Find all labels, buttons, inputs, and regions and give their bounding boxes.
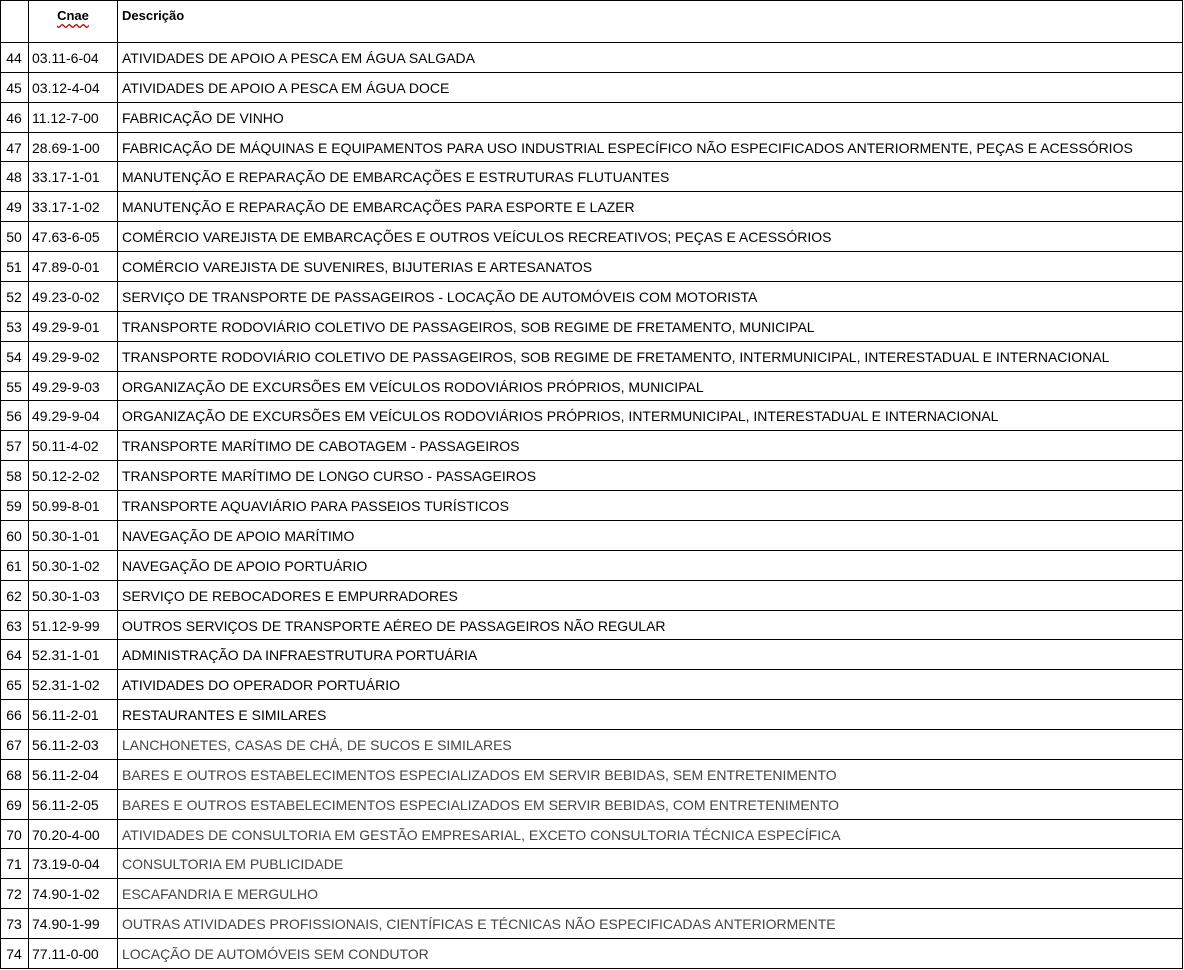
row-number-cell: 50 xyxy=(0,222,29,252)
row-number-cell: 69 xyxy=(0,790,29,820)
table-row xyxy=(0,849,1184,879)
header-cnae-label: Cnae xyxy=(57,8,89,23)
table-row xyxy=(0,222,1184,252)
table-row xyxy=(0,162,1184,192)
description-cell: BARES E OUTROS ESTABELECIMENTOS ESPECIALIZADOS EM SERVIR BEBIDAS, SEM ENTRETENIMENTO xyxy=(118,760,1183,790)
description-cell: FABRICAÇÃO DE VINHO xyxy=(118,103,1183,133)
description-cell: ATIVIDADES DE APOIO A PESCA EM ÁGUA SALGADA xyxy=(118,43,1183,73)
table-row xyxy=(0,581,1184,611)
description-cell: COMÉRCIO VAREJISTA DE SUVENIRES, BIJUTERIAS E ARTESANATOS xyxy=(118,252,1183,282)
description-cell: ORGANIZAÇÃO DE EXCURSÕES EM VEÍCULOS RODOVIÁRIOS PRÓPRIOS, INTERMUNICIPAL, INTERESTADUAL E INTERNACIONAL xyxy=(118,401,1183,431)
description-cell: TRANSPORTE RODOVIÁRIO COLETIVO DE PASSAGEIROS, SOB REGIME DE FRETAMENTO, MUNICIPAL xyxy=(118,312,1183,342)
row-number-cell: 74 xyxy=(0,939,29,969)
description-cell: ORGANIZAÇÃO DE EXCURSÕES EM VEÍCULOS RODOVIÁRIOS PRÓPRIOS, MUNICIPAL xyxy=(118,372,1183,402)
table-row xyxy=(0,192,1184,222)
description-cell: NAVEGAÇÃO DE APOIO PORTUÁRIO xyxy=(118,551,1183,581)
cnae-code-cell: 52.31-1-01 xyxy=(29,640,118,670)
cnae-code-cell: 50.99-8-01 xyxy=(29,491,118,521)
row-number-cell: 56 xyxy=(0,401,29,431)
cnae-code-cell: 50.30-1-03 xyxy=(29,581,118,611)
table-row xyxy=(0,730,1184,760)
row-number-cell: 48 xyxy=(0,162,29,192)
row-number-cell: 63 xyxy=(0,611,29,641)
table-row xyxy=(0,790,1184,820)
cnae-code-cell: 51.12-9-99 xyxy=(29,611,118,641)
description-cell: LOCAÇÃO DE AUTOMÓVEIS SEM CONDUTOR xyxy=(118,939,1183,969)
cnae-code-cell: 74.90-1-99 xyxy=(29,909,118,939)
description-cell: TRANSPORTE MARÍTIMO DE LONGO CURSO - PASSAGEIROS xyxy=(118,461,1183,491)
table-row xyxy=(0,133,1184,163)
table-row xyxy=(0,431,1184,461)
table-header xyxy=(0,0,1184,43)
cnae-code-cell: 49.23-0-02 xyxy=(29,282,118,312)
description-cell: ESCAFANDRIA E MERGULHO xyxy=(118,879,1183,909)
table-row xyxy=(0,491,1184,521)
row-number-cell: 67 xyxy=(0,730,29,760)
row-number-cell: 49 xyxy=(0,192,29,222)
table-row xyxy=(0,521,1184,551)
row-number-cell: 53 xyxy=(0,312,29,342)
row-number-cell: 73 xyxy=(0,909,29,939)
description-cell: COMÉRCIO VAREJISTA DE EMBARCAÇÕES E OUTROS VEÍCULOS RECREATIVOS; PEÇAS E ACESSÓRIOS xyxy=(118,222,1183,252)
cnae-code-cell: 50.30-1-01 xyxy=(29,521,118,551)
cnae-code-cell: 49.29-9-01 xyxy=(29,312,118,342)
cnae-code-cell: 50.30-1-02 xyxy=(29,551,118,581)
table-row xyxy=(0,700,1184,730)
table-row xyxy=(0,103,1184,133)
cnae-code-cell: 03.12-4-04 xyxy=(29,73,118,103)
row-number-cell: 47 xyxy=(0,133,29,163)
row-number-cell: 55 xyxy=(0,372,29,402)
description-cell: ATIVIDADES DE CONSULTORIA EM GESTÃO EMPRESARIAL, EXCETO CONSULTORIA TÉCNICA ESPECÍFICA xyxy=(118,820,1183,850)
cnae-code-cell: 33.17-1-01 xyxy=(29,162,118,192)
description-cell: NAVEGAÇÃO DE APOIO MARÍTIMO xyxy=(118,521,1183,551)
table-row xyxy=(0,611,1184,641)
description-cell: OUTROS SERVIÇOS DE TRANSPORTE AÉREO DE PASSAGEIROS NÃO REGULAR xyxy=(118,611,1183,641)
row-number-cell: 58 xyxy=(0,461,29,491)
cnae-code-cell: 47.89-0-01 xyxy=(29,252,118,282)
table-row xyxy=(0,312,1184,342)
description-cell: ATIVIDADES DE APOIO A PESCA EM ÁGUA DOCE xyxy=(118,73,1183,103)
description-cell: MANUTENÇÃO E REPARAÇÃO DE EMBARCAÇÕES E ESTRUTURAS FLUTUANTES xyxy=(118,162,1183,192)
row-number-cell: 70 xyxy=(0,820,29,850)
description-cell: ADMINISTRAÇÃO DA INFRAESTRUTURA PORTUÁRIA xyxy=(118,640,1183,670)
row-number-cell: 66 xyxy=(0,700,29,730)
row-number-cell: 54 xyxy=(0,342,29,372)
table-row xyxy=(0,760,1184,790)
description-cell: SERVIÇO DE REBOCADORES E EMPURRADORES xyxy=(118,581,1183,611)
row-number-cell: 45 xyxy=(0,73,29,103)
cnae-code-cell: 11.12-7-00 xyxy=(29,103,118,133)
row-number-cell: 62 xyxy=(0,581,29,611)
row-number-cell: 59 xyxy=(0,491,29,521)
cnae-code-cell: 49.29-9-02 xyxy=(29,342,118,372)
description-cell: LANCHONETES, CASAS DE CHÁ, DE SUCOS E SIMILARES xyxy=(118,730,1183,760)
table-row xyxy=(0,73,1184,103)
row-number-cell: 72 xyxy=(0,879,29,909)
row-number-cell: 61 xyxy=(0,551,29,581)
description-cell: BARES E OUTROS ESTABELECIMENTOS ESPECIALIZADOS EM SERVIR BEBIDAS, COM ENTRETENIMENTO xyxy=(118,790,1183,820)
cnae-code-cell: 70.20-4-00 xyxy=(29,820,118,850)
row-number-cell: 71 xyxy=(0,849,29,879)
cnae-code-cell: 50.11-4-02 xyxy=(29,431,118,461)
row-number-cell: 44 xyxy=(0,43,29,73)
cnae-code-cell: 73.19-0-04 xyxy=(29,849,118,879)
table-row xyxy=(0,909,1184,939)
table-row xyxy=(0,551,1184,581)
row-number-cell: 65 xyxy=(0,670,29,700)
row-number-cell: 57 xyxy=(0,431,29,461)
cnae-code-cell: 56.11-2-01 xyxy=(29,700,118,730)
description-cell: MANUTENÇÃO E REPARAÇÃO DE EMBARCAÇÕES PARA ESPORTE E LAZER xyxy=(118,192,1183,222)
cnae-code-cell: 52.31-1-02 xyxy=(29,670,118,700)
header-description-cell: Descrição xyxy=(118,0,1183,43)
row-number-cell: 64 xyxy=(0,640,29,670)
row-number-cell: 68 xyxy=(0,760,29,790)
cnae-code-cell: 77.11-0-00 xyxy=(29,939,118,969)
table-row xyxy=(0,939,1184,969)
cnae-code-cell: 33.17-1-02 xyxy=(29,192,118,222)
table-row xyxy=(0,640,1184,670)
description-cell: FABRICAÇÃO DE MÁQUINAS E EQUIPAMENTOS PARA USO INDUSTRIAL ESPECÍFICO NÃO ESPECIFICADOS ANTERIORMENTE, PEÇAS E ACESSÓRIOS xyxy=(118,133,1183,163)
table-row xyxy=(0,282,1184,312)
table-row xyxy=(0,879,1184,909)
description-cell: CONSULTORIA EM PUBLICIDADE xyxy=(118,849,1183,879)
table-row xyxy=(0,401,1184,431)
description-cell: TRANSPORTE RODOVIÁRIO COLETIVO DE PASSAGEIROS, SOB REGIME DE FRETAMENTO, INTERMUNICIPAL, INTERESTADUAL E INTERNACIONAL xyxy=(118,342,1183,372)
header-cnae-cell xyxy=(29,0,118,43)
table-row xyxy=(0,820,1184,850)
table-row xyxy=(0,372,1184,402)
cnae-code-cell: 50.12-2-02 xyxy=(29,461,118,491)
table-row xyxy=(0,461,1184,491)
row-number-cell: 46 xyxy=(0,103,29,133)
cnae-code-cell: 74.90-1-02 xyxy=(29,879,118,909)
cnae-code-cell: 49.29-9-03 xyxy=(29,372,118,402)
description-cell: TRANSPORTE AQUAVIÁRIO PARA PASSEIOS TURÍSTICOS xyxy=(118,491,1183,521)
cnae-code-cell: 56.11-2-03 xyxy=(29,730,118,760)
table-row xyxy=(0,670,1184,700)
table-row xyxy=(0,342,1184,372)
description-cell: TRANSPORTE MARÍTIMO DE CABOTAGEM - PASSAGEIROS xyxy=(118,431,1183,461)
description-cell: OUTRAS ATIVIDADES PROFISSIONAIS, CIENTÍFICAS E TÉCNICAS NÃO ESPECIFICADAS ANTERIORMENTE xyxy=(118,909,1183,939)
cnae-code-cell: 03.11-6-04 xyxy=(29,43,118,73)
row-number-cell: 60 xyxy=(0,521,29,551)
description-cell: RESTAURANTES E SIMILARES xyxy=(118,700,1183,730)
header-num-cell xyxy=(0,0,29,43)
cnae-code-cell: 28.69-1-00 xyxy=(29,133,118,163)
description-cell: ATIVIDADES DO OPERADOR PORTUÁRIO xyxy=(118,670,1183,700)
cnae-code-cell: 56.11-2-05 xyxy=(29,790,118,820)
table-row xyxy=(0,252,1184,282)
cnae-code-cell: 49.29-9-04 xyxy=(29,401,118,431)
table-row xyxy=(0,43,1184,73)
description-cell: SERVIÇO DE TRANSPORTE DE PASSAGEIROS - LOCAÇÃO DE AUTOMÓVEIS COM MOTORISTA xyxy=(118,282,1183,312)
row-number-cell: 51 xyxy=(0,252,29,282)
cnae-code-cell: 47.63-6-05 xyxy=(29,222,118,252)
row-number-cell: 52 xyxy=(0,282,29,312)
cnae-code-cell: 56.11-2-04 xyxy=(29,760,118,790)
